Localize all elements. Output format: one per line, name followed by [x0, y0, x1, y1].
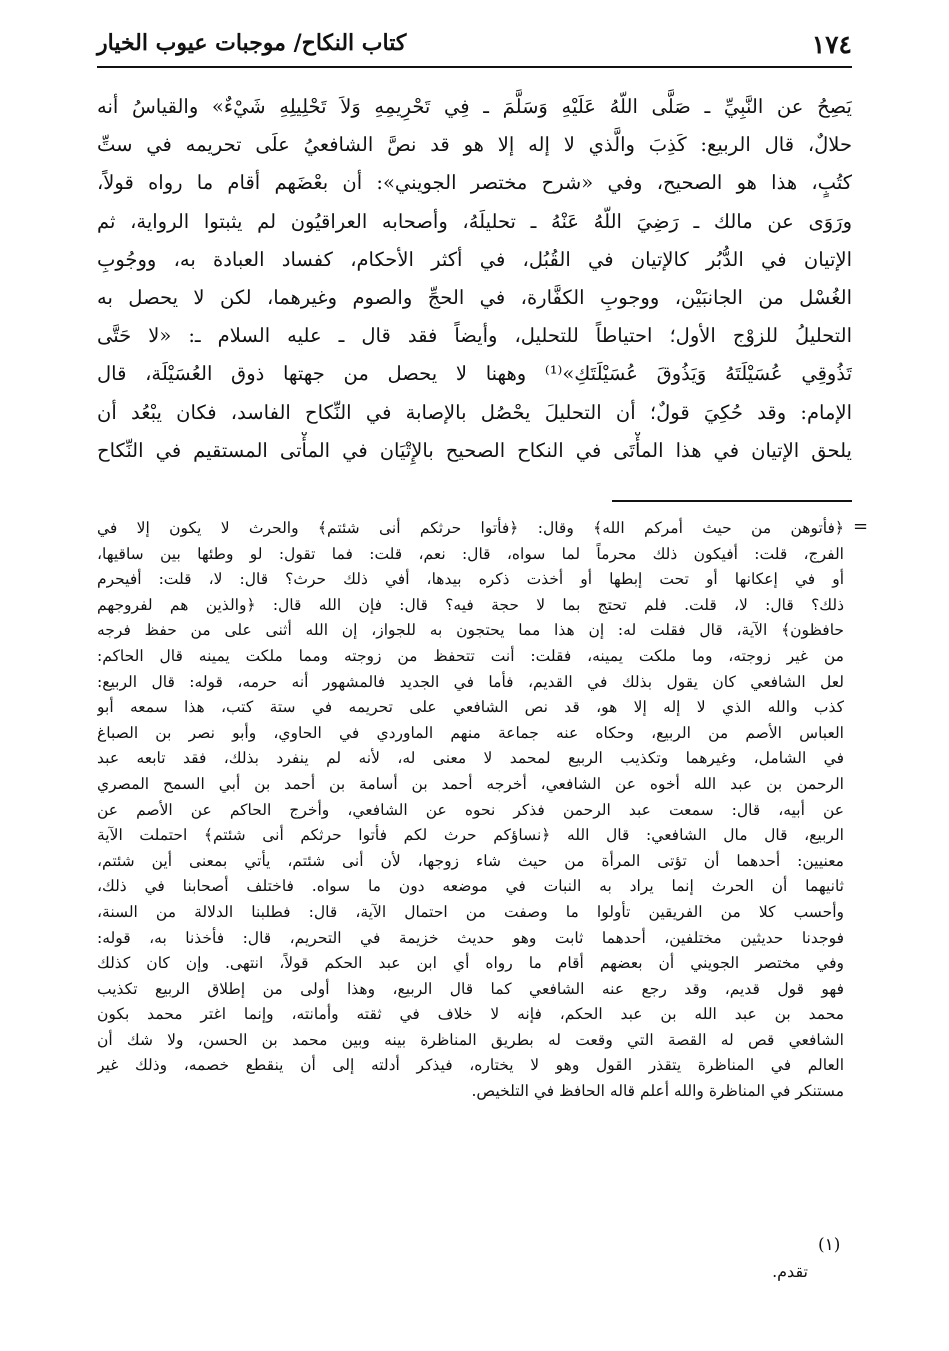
footnote-line: العالم في المناظرة يتقذر القول وهو لا يختاره، فيذكر أدلته إلى أن ينقطع خصمه، وذلك غير: [97, 1056, 844, 1075]
main-text-line: الإتيان في الدُّبُر كالإتيان في القُبُل، في أكثر الأحكام، كفساد العبادة به، ووجُوبِ: [97, 247, 852, 271]
footnote-text: تقدم.: [772, 1262, 808, 1281]
footnote-line: محمد بن عبد الله بن عبد الحكم، فإنه لا خلاف في ثقته وأمانته، وإنما اغتر محمد بكون: [97, 1005, 844, 1024]
main-text-line: يَصِحُ عن النَّبِيِّ ـ صَلَّى اللّهُ عَلَيْهِ وَسَلَّمَ ـ فِي تَحْرِيمِهِ وَلاَ تَحْلِيلِهِ شَيْءٌ» والقياسُ أنه: [97, 95, 852, 118]
main-text-line: يلحق الإتيان في هذا المأْتَى في النكاح الصحيح بالإِتْيَان في المأْتى المستقيم في النِّكاح: [97, 438, 852, 462]
footnote-line: لعل الشافعي كان يقول بذلك في القديم، فأما في الجديد فالمشهور أنه حرمه، قوله: قال الربيع:: [97, 672, 844, 691]
running-header: [97, 22, 852, 68]
footnote-line: الفرج، قلت: أفيكون ذلك محرماً لما سواه، قال: نعم، قلت: فما تقول: لو وطئها بين ساقيها،: [97, 544, 844, 563]
footnote-line: ﴿فأتوهن من حيث أمركم الله﴾ وقال: ﴿فأتوا حرثكم أنى شئتم﴾ والحرث لا يكون إلا في: [97, 519, 844, 537]
footnote-line: العباس الأصم من الربيع، وحكاه عنه جماعة منهم الماوردي في الحاوي، وأبو نصر بن الصباغ: [97, 723, 844, 742]
footnote-line: مستنكر في المناظرة والله أعلم قاله الحافظ في التلخيص.: [471, 1082, 844, 1101]
main-text-line: التحليلُ للزوْج الأول؛ احتياطاً للتحليل، وأيضاً فقد قال ـ عليه السلام ـ: «لا حَتَّى: [97, 324, 852, 348]
main-text-line: حلالٌ، قال الربيع: كَذِبَ والَّذي لا إله إلا هو قد نصَّ الشافعيُ علَى تحريمه في ستِّ: [97, 133, 852, 157]
footnote-line: الربيع، قال مال الشافعي: قال الله ﴿نساؤكم حرث لكم فأتوا حرثكم أنى شئتم﴾ احتملت الآية: [97, 826, 844, 845]
footnote-line: عن أبيه، قال: سمعت عبد الرحمن فذكر نحوه عن الشافعي، وأخرج الحاكم عن الأصم عن: [97, 800, 844, 819]
footnote-line: الشافعي قص له القصة التي وقعت له بطريق المناظرة بينه وبين محمد بن الحسن، ولا شك أن: [97, 1030, 844, 1049]
main-text-line: ورَوَى عن مالك ـ رَضِيَ اللّهُ عَنْهُ ـ تحليلَهُ، وأصحابه العراقيُون لم يثبتوا الرواية، ثم: [97, 209, 852, 233]
main-text: [97, 88, 852, 470]
main-text-line: الإمام: وقد حُكِيَ قولٌ؛ أن التحليلَ يحْصُل بالإصابة في النِّكاح الفاسد، فكان يبْعُد أن: [97, 400, 852, 424]
footnote-line: ثانيهما أن الحرث إنما يراد به النبات في موضعه دون ما سواه. فاختلف أصحابنا في ذلك،: [97, 877, 844, 896]
footnote-line: الرحمن بن عبد الله أخوه عن الشافعي، أخرجه أحمد بن أسامة بن أحمد بن أبي السمح المصري: [97, 774, 844, 793]
footnote-line: وفي مختصر الجويني أن بعضهم أقام ما رواه أي ابن عبد الحكم قولاً، انتهى. وإن كان كذلك: [97, 954, 844, 973]
footnote-line: معنيين: أحدهما أن تؤتى المرأة من حيث شاء زوجها، لأن أنى شئتم، يأتي بمعنى أين شئتم،: [97, 851, 844, 870]
main-text-line: كتُبٍ، هذا هو الصحيح، وفي «شرح مختصر الجويني»: أن بعْضَهم أقام ما رواه قولاً،: [97, 171, 852, 195]
footnote-continuation-marker: =: [853, 516, 869, 537]
footnote-line: في الشامل، وغيرهما وتكذيب الربيع لمحمد لا معنى له، لأنه لم ينفرد بذلك، فقد تابعه عبد: [97, 749, 844, 768]
running-title: كتاب النكاح/ موجبات عيوب الخيار: [97, 30, 407, 56]
footnote-line: فوجدنا حديثين مختلفين، أحدهما ثابت وهو حديث خزيمة في التحريم، قال: فأخذنا به، قوله:: [97, 928, 844, 947]
footnote-line: حافظون﴾ الآية، قال فقلت له: إن هذا مما يحتجون به للجواز، إن الله أثنى على من حفظ فرجه: [97, 621, 844, 640]
footnote-line: من غير زوجته، وما ملكت يمينه، فقلت: أنت تتحفظ من زوجته ومما ملكت يمينه قال الحاكم:: [97, 646, 844, 665]
footnote-line: فهو قول قديم، وقد رجع عنه الشافعي كما قال الربيع، وهذا أولى من إطلاق الربيع تكذيب: [97, 979, 844, 998]
footnote-line: ذلك؟ قال: لا، قلت. فلم تحتج بما لا حجة فيه؟ قال: فإن الله قال: ﴿والذين هم لفروجهم: [97, 595, 844, 614]
main-text-line: الغُسْل من الجانبَيْن، ووجوبِ الكفَّارة، في الحجِّ والصوم وغيرهما، لكن لا يحصل به: [97, 285, 852, 309]
footnote-line: كذب والله الذي لا إله إلا هو، قد نص الشافعي على تحريمه في ستة كتب، هذا سمعه أبو: [97, 698, 844, 717]
footnote-number: (١): [818, 1235, 841, 1255]
main-text-line: تَذُوقِي عُسَيْلَتَهُ وَيَذُوقَ عُسَيْلَتَكِ»⁽¹⁾ وههنا لا يحصل من جهتها ذوق العُسَيْلَة، قال: [97, 362, 852, 386]
footnote-line: أو في إعكانها أو تحت إبطها أو أخذت ذكره بيدها، أفي ذلك حرث؟ قال: لا، قلت: أفيحرم: [97, 570, 844, 589]
footnote-separator: [612, 500, 852, 502]
footnotes: [97, 516, 844, 1105]
page-number: ١٧٤: [811, 30, 852, 59]
footnote-line: وأحسب كلا من الفريقين تأولوا ما وصفت من احتمال الآية، قال: فطلبنا الدلالة من السنة،: [97, 902, 844, 921]
header-rule: [97, 66, 852, 68]
